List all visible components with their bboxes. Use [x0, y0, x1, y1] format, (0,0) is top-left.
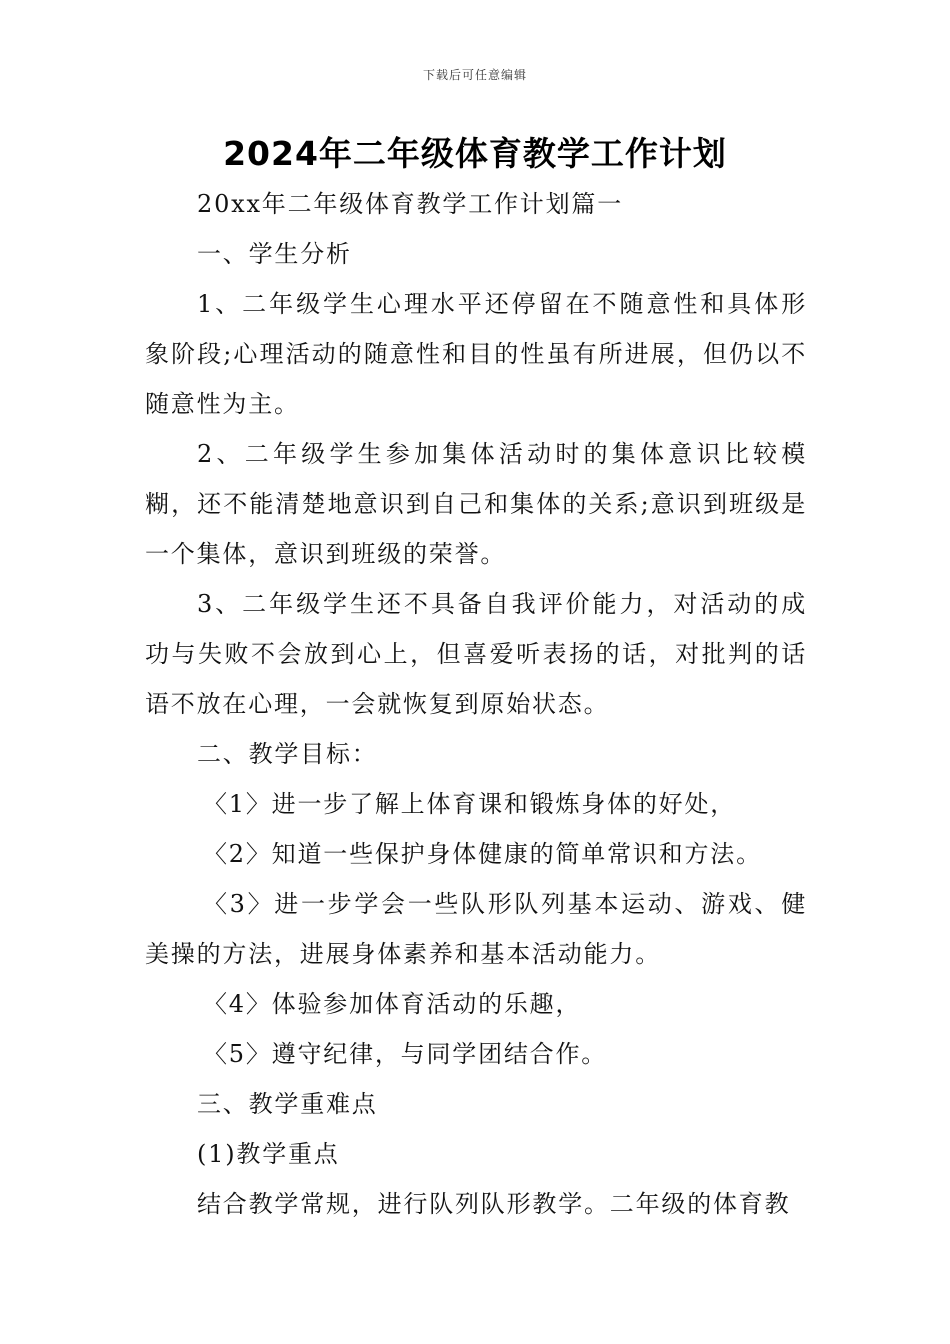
- goal-item-1: 〈1〉进一步了解上体育课和锻炼身体的好处，: [203, 790, 737, 818]
- section-heading-student-analysis: 一、学生分析: [197, 240, 352, 268]
- paragraph-item-1: 1、二年级学生心理水平还停留在不随意性和具体形象阶段;心理活动的随意性和目的性虽有所进展，但仍以不随意性为主。: [145, 290, 807, 418]
- paragraph-item-3: 3、二年级学生还不具备自我评价能力，对活动的成功与失败不会放到心上，但喜爱听表扬的话，对批判的话语不放在心理，一会就恢复到原始状态。: [145, 590, 807, 718]
- section-heading-goals: 二、教学目标：: [197, 740, 378, 768]
- goal-item-3: 〈3〉进一步学会一些队形队列基本运动、游戏、健美操的方法，进展身体素养和基本活动能力。: [145, 890, 807, 968]
- goal-item-5: 〈5〉遵守纪律，与同学团结合作。: [203, 1040, 608, 1068]
- document-body: [145, 179, 807, 1229]
- goal-item-4: 〈4〉体验参加体育活动的乐趣，: [203, 990, 582, 1018]
- paragraph-teaching-focus: 结合教学常规，进行队列队形教学。二年级的体育教: [197, 1190, 791, 1218]
- paragraph-item-2: 2、二年级学生参加集体活动时的集体意识比较模糊，还不能清楚地意识到自己和集体的关系;意识到班级是一个集体，意识到班级的荣誉。: [145, 440, 807, 568]
- goal-item-2: 〈2〉知道一些保护身体健康的简单常识和方法。: [203, 840, 762, 868]
- section-heading-key-points: 三、教学重难点: [197, 1090, 378, 1118]
- document-title: 2024年二年级体育教学工作计划: [223, 134, 727, 173]
- paragraph-subtitle: 20xx年二年级体育教学工作计划篇一: [197, 190, 624, 218]
- subheading-teaching-focus: (1)教学重点: [197, 1140, 340, 1168]
- header-note: 下载后可任意编辑: [422, 68, 527, 82]
